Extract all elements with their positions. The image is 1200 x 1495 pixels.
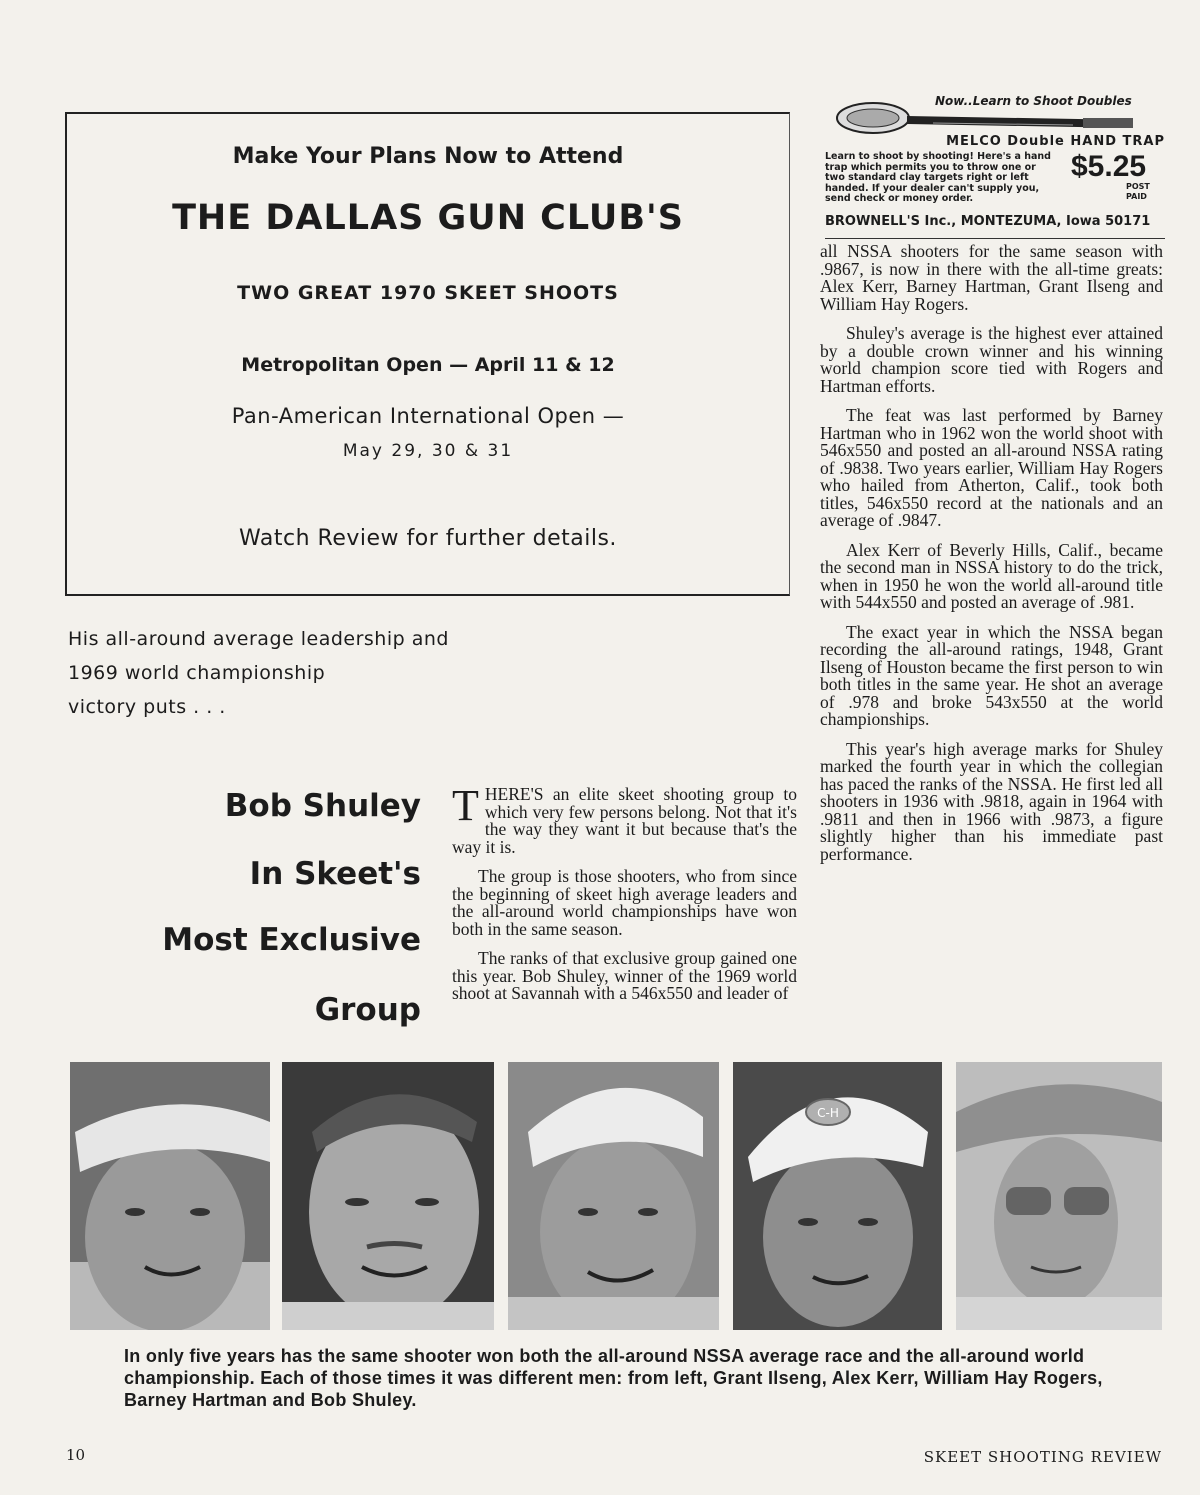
article-paragraph	[452, 781, 797, 857]
headline-line-3: Most Exclusive	[162, 922, 421, 958]
article-paragraph: The feat was last performed by Barney Hartman who in 1962 won the world shoot with 546x550 and posted an all-around NSSA rating of .9838. Two years earlier, William Hay Rogers who hailed from Atherton, Calif., took both titles, 546x550 record at the nationals and an average of .9847.	[820, 405, 1163, 530]
article-column-middle	[452, 781, 797, 1015]
dallas-gun-club-ad	[65, 112, 790, 596]
ad-description: Learn to shoot by shooting! Here's a hand trap which permits you to throw one or two standard clay targets right or left handed. If your dealer can't supply you, send check or money order.	[825, 151, 1051, 204]
magazine-name: SKEET SHOOTING REVIEW	[923, 1448, 1162, 1466]
ad-company-address: BROWNELL'S Inc., MONTEZUMA, Iowa 50171	[825, 214, 1151, 229]
photo-caption: In only five years has the same shooter won both the all-around NSSA average race and the all-around world championship. Each of those times it was different men: from left, Grant Ilseng, Alex Kerr, William Hay Rogers, Barney Hartman and Bob Shuley.	[124, 1346, 1103, 1410]
ad-post-paid: POST PAID	[1126, 182, 1150, 201]
intro-line-2: 1969 world championship	[68, 662, 326, 684]
photo-alex-kerr	[282, 1062, 494, 1330]
headline-line-1: Bob Shuley	[224, 788, 421, 824]
intro-line-1: His all-around average leadership and	[68, 628, 449, 650]
article-paragraph: The ranks of that exclusive group gained one this year. Bob Shuley, winner of the 1969 world shoot at Savannah with a 546x550 and leader of	[452, 948, 797, 1003]
ad-price: $5.25	[1071, 150, 1147, 183]
intro-line-3: victory puts . . .	[68, 696, 226, 718]
headline-line-2: In Skeet's	[249, 856, 421, 892]
photo-barney-hartman	[733, 1062, 942, 1330]
ad-divider	[825, 238, 1165, 239]
article-column-right	[820, 243, 1163, 875]
cap-logo: C-H	[817, 1106, 839, 1120]
article-intro	[68, 622, 568, 724]
page-number: 10	[66, 1446, 86, 1464]
article-paragraph: The group is those shooters, who from since the beginning of skeet high average leaders and the all-around world championships have won both in the same season.	[452, 866, 797, 939]
article-paragraph: The exact year in which the NSSA began recording the all-around ratings, 1948, Grant Ilseng of Houston became the first person to win both titles in the same year. He shot an average of .978 and broke 543x550 at the world championships.	[820, 621, 1163, 729]
ad-metropolitan-open: Metropolitan Open — April 11 & 12	[241, 354, 615, 376]
ad-title: THE DALLAS GUN CLUB'S	[172, 198, 684, 238]
article-paragraph-text: HERE'S an elite skeet shooting group to which very few persons belong. Not that it's the way they want it but because that's the way it is.	[452, 784, 797, 857]
hand-trap-ad	[825, 88, 1165, 244]
ad-plans-line: Make Your Plans Now to Attend	[232, 144, 624, 169]
headline-line-4: Group	[314, 992, 421, 1028]
photo-bob-shuley	[956, 1062, 1162, 1330]
ad-pan-american-open: Pan-American International Open —	[231, 404, 625, 428]
article-paragraph: Alex Kerr of Beverly Hills, Calif., became the second man in NSSA history to do the trick, when in 1950 he won the world all-around title with 544x550 and posted an average of .981.	[820, 539, 1163, 612]
article-paragraph: all NSSA shooters for the same season with .9867, is now in there with the all-time greats: Alex Kerr, Barney Hartman, Grant Ilseng and William Hay Rogers.	[820, 241, 1163, 314]
article-paragraph: This year's high average marks for Shuley marked the fourth year in which the collegian has paced the ranks of the NSSA. He first led all shooters in 1936 with .9818, again in 1964 with .9811 and then in 1966 with .9873, a figure slightly higher than his immediate past performance.	[820, 738, 1163, 864]
article-paragraph: Shuley's average is the highest ever attained by a double crown winner and his winning world champion score tied with Rogers and Hartman efforts.	[820, 323, 1163, 396]
photo-grant-ilseng	[70, 1062, 270, 1330]
ad-product-name: MELCO Double HAND TRAP	[946, 134, 1165, 149]
ad-watch-review: Watch Review for further details.	[239, 526, 617, 551]
drop-cap: T	[452, 781, 479, 830]
ad-headline: Now..Learn to Shoot Doubles	[935, 94, 1132, 108]
ad-pan-american-dates: May 29, 30 & 31	[342, 441, 514, 461]
photo-william-hay-rogers	[508, 1062, 719, 1330]
ad-subtitle: TWO GREAT 1970 SKEET SHOOTS	[237, 282, 619, 304]
